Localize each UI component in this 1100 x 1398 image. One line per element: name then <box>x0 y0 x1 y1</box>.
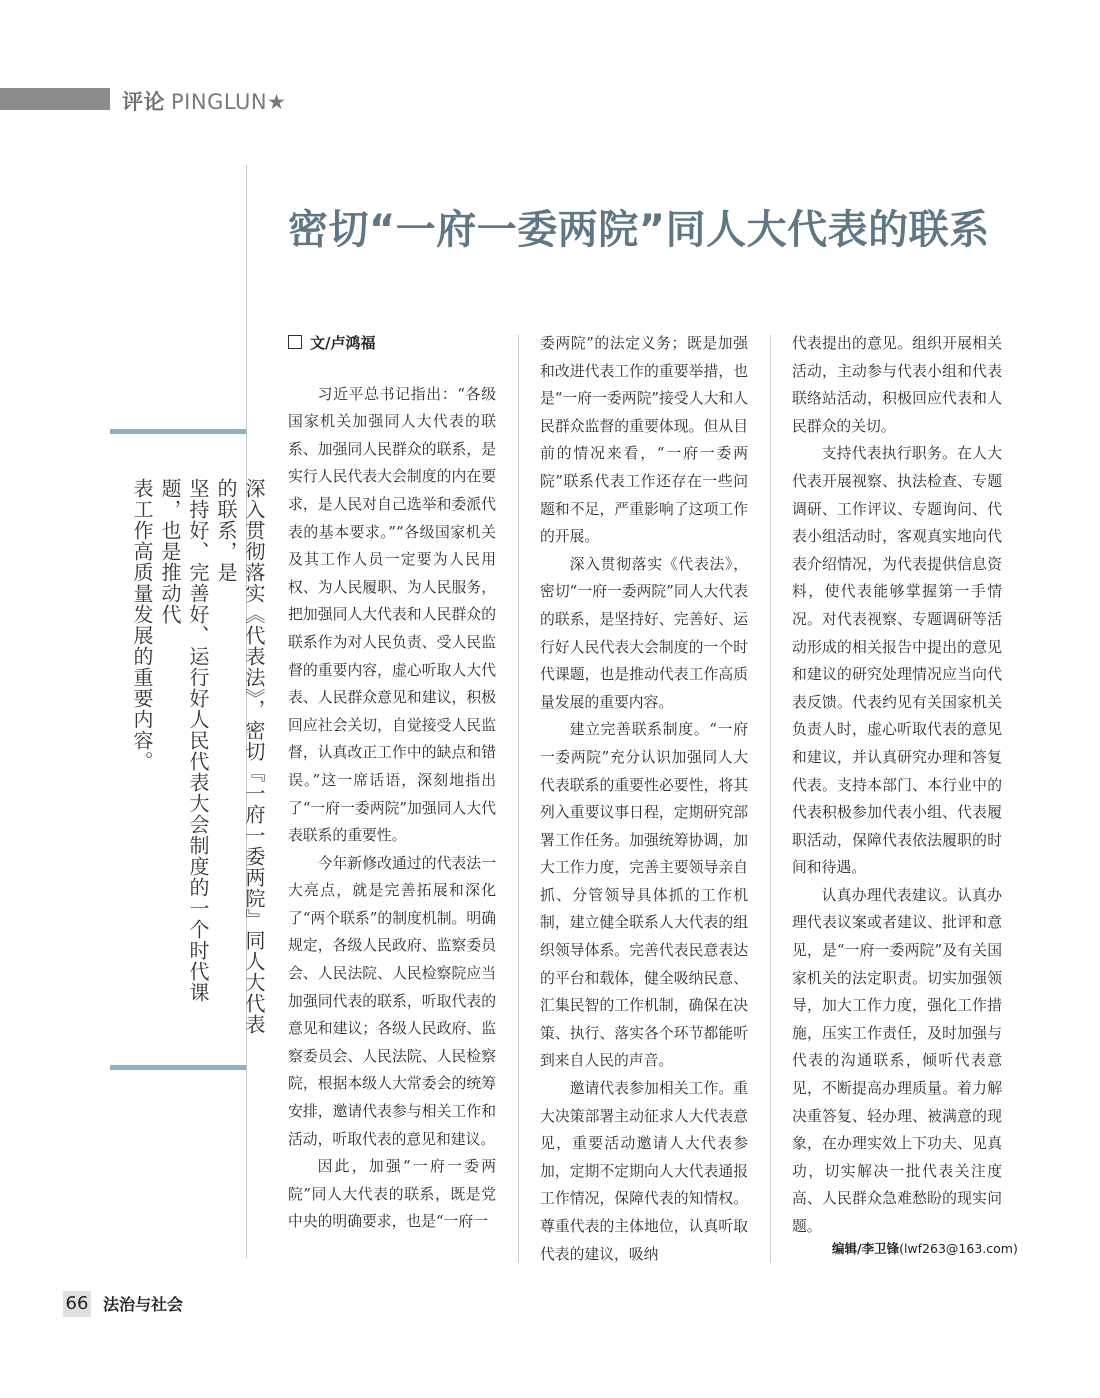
text-column-3 <box>792 330 1002 1241</box>
paragraph: 建立完善联系制度。“一府一委两院”充分认识加强同人大代表联系的重要性必要性，将其列入重要议事日程，定期研究部署工作任务。加强统筹协调，加大工作力度，完善主要领导亲自抓、分管领导具体抓的工作机制，建立健全联系人大代表的组织领导体系。完善代表民意表达的平台和载体，健全吸纳民意、汇集民智的工作机制，确保在决策、执行、落实各个环节都能听到来自人民的声音。 <box>540 721 748 1070</box>
pullquote <box>128 478 268 1038</box>
section-name-cn: 评论 <box>122 90 165 114</box>
article-title: 密切“一府一委两院”同人大代表的联系 <box>288 207 990 253</box>
paragraph: 因此，加强“一府一委两院”同人大代表的联系，既是党中央的明确要求，也是“一府一 <box>288 1158 496 1231</box>
paragraph: 认真办理代表建议。认真办理代表议案或者建议、批评和意见，是“一府一委两院”及有关国家机关的法定职责。切实加强领导，加大工作力度，强化工作措施，压实工作责任，及时加强与代表的沟通联系，倾听代表意见，不断提高办理质量。着力解决重答复、轻办理、被满意的现象，在办理实效上下功夫、见真功，切实解决一批代表关注度高、人民群众急难愁盼的现实问题。 <box>792 886 1002 1235</box>
paragraph: 支持代表执行职务。在人大代表开展视察、执法检查、专题调研、工作评议、专题询问、代表小组活动时，客观真实地向代表介绍情况，为代表提供信息资料，使代表能够掌握第一手情况。对代表视察、专题调研等活动形成的相关报告中提出的意见和建议的研究处理情况应当向代表反馈。代表约见有关国家机关负责人时，虚心听取代表的意见和建议，并认真研究办理和答复代表。支持本部门、本行业中的代表积极参加代表小组、代表履职活动，保障代表依法履职的时间和待遇。 <box>792 445 1002 877</box>
pullquote-top-rule <box>110 429 246 434</box>
editor-name: 编辑/李卫锋 <box>832 1241 900 1256</box>
section-header <box>122 86 286 116</box>
page-number: 66 <box>63 1291 91 1317</box>
byline <box>288 330 496 358</box>
header-gray-bar <box>0 88 110 110</box>
column-separator <box>518 335 519 1263</box>
editor-email: (lwf263@163.com) <box>899 1241 1018 1256</box>
pullquote-line-2: 坚持好、完善好、运行好人民代表大会制度的一个时代课题，也是推动代 <box>158 478 210 1003</box>
section-name-en: PINGLUN★ <box>171 90 287 114</box>
pullquote-bottom-rule <box>110 1065 246 1070</box>
paragraph: 委两院”的法定义务；既是加强和改进代表工作的重要举措，也是“一府一委两院”接受人大和人民群众监督的重要体现。但从目前的情况来看，“一府一委两院”联系代表工作还存在一些问题和不足，严重影响了这项工作的开展。 <box>540 335 748 546</box>
paragraph: 邀请代表参加相关工作。重大决策部署主动征求人大代表意见，重要活动邀请人大代表参加，定期不定期向人大代表通报工作情况，保障代表的知情权。尊重代表的主体地位，认真听取代表的建议，吸纳 <box>540 1080 748 1263</box>
pullquote-line-3: 表工作高质量发展的重要内容。 <box>130 478 154 772</box>
square-icon <box>288 335 302 349</box>
paragraph: 今年新修改通过的代表法一大亮点，就是完善拓展和深化了“两个联系”的制度机制。明确规定，各级人民政府、监察委员会、人民法院、人民检察院应当加强同代表的联系，听取代表的意见和建议；各级人民政府、监察委员会、人民法院、人民检察院，根据本级人大常委会的统筹安排，邀请代表参与相关工作和活动，听取代表的意见和建议。 <box>288 854 496 1148</box>
magazine-name: 法治与社会 <box>103 1295 184 1314</box>
paragraph: 深入贯彻落实《代表法》，密切“一府一委两院”同人大代表的联系，是坚持好、完善好、运行好人民代表大会制度的一个时代课题，也是推动代表工作高质量发展的重要内容。 <box>540 555 748 711</box>
author: 文/卢鸿福 <box>310 334 376 352</box>
text-column-2 <box>540 330 748 1268</box>
editor-credit <box>832 1239 1018 1257</box>
column-separator <box>770 335 771 1263</box>
pullquote-line-1: 深入贯彻落实《代表法》，密切『一府一委两院』同人大代表的联系，是 <box>214 478 266 1035</box>
paragraph: 代表提出的意见。组织开展相关活动，主动参与代表小组和代表联络站活动，积极回应代表和人民群众的关切。 <box>792 335 1002 435</box>
text-column-1 <box>288 330 496 1236</box>
paragraph: 习近平总书记指出：“各级国家机关加强同人大代表的联系、加强同人民群众的联系，是实行人民代表大会制度的内在要求，是人民对自己选举和委派代表的基本要求。”“各级国家机关及其工作人员一定要为人民用权、为人民履职、为人民服务，把加强同人大代表和人民群众的联系作为对人民负责、受人民监督的重要内容，虚心听取人大代表、人民群众意见和建议，积极回应社会关切，自觉接受人民监督，认真改正工作中的缺点和错误。”这一席话语，深刻地指出了“一府一委两院”加强同人大代表联系的重要性。 <box>288 385 496 845</box>
